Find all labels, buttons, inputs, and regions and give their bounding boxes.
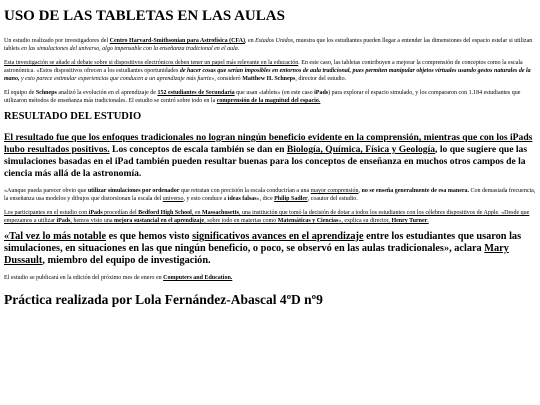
text-run: es que hemos visto <box>106 231 193 242</box>
dussault-link[interactable]: Mary Dussault <box>4 243 509 266</box>
paragraph-intro <box>4 37 536 53</box>
text-run: de hacer cosas que serían imposibles en entornos de aula tradicional, pues permiten manipular objetos virtuales usando gestos naturales de la mano, <box>4 68 531 82</box>
text-run-underlined: Esta investigación se añade al debate sobre si dispositivos electrónicos deben tener un papel más relevante en la educación <box>4 60 299 66</box>
text-run: consideró <box>215 76 243 82</box>
paragraph-publication <box>4 274 536 282</box>
cfa-link[interactable]: Centro Harvard-Smithsonian para Astrofísica (CFA) <box>109 38 245 44</box>
text-run: , lo que sugiere que las simulaciones basadas en el iPad también pueden resultar buenas para los conceptos de enseñanza en muchos otros campos de la ciencia más allá de la astronomía. <box>4 144 528 179</box>
text-run: , director del estudio. <box>295 76 347 82</box>
text-run: , en <box>244 38 256 44</box>
text-run: , coautor del estudio. <box>307 196 358 202</box>
text-run: , en <box>191 210 203 216</box>
text-run: , hemos visto una <box>70 218 114 224</box>
text-run: que usan «tablets» (en este caso <box>234 90 315 96</box>
journal-link[interactable]: Computers and Education. <box>163 275 233 281</box>
text-run: , <box>358 188 362 194</box>
text-run: . En este caso, las tabletas contribuyen a mejorar la comprensión de conceptos como la escala astronómica. «Estos dispositivos ofrecen a los estudiantes oportunidades <box>4 60 523 74</box>
text-run: El estudio se publicará en la edición del próximo mes de enero en <box>4 275 164 281</box>
comprehension-link[interactable]: mayor comprensión <box>310 188 359 194</box>
text-run: , y esto conduce a <box>183 196 228 202</box>
sadler-link[interactable]: Philip Sadler <box>274 196 308 202</box>
person-name: Henry Turner <box>391 218 428 224</box>
text-run: Con demasiada frecuencia, la enseñanza usa modelos y dibujos que distorsionan la escala del <box>4 188 536 202</box>
text-run: entre los estudiantes que usaron las simulaciones, en situaciones en las que ningún beneficio, o poco, se observó en las aulas tradicionales», aclara <box>4 231 522 254</box>
text-run: », dice <box>256 196 275 202</box>
paragraph-quote-sadler <box>4 187 536 203</box>
text-run: , una institución que tomó la decisión de dotar a todos los estudiantes con los célebres dispositivos de <box>239 210 484 216</box>
magnitude-link[interactable]: comprensión de la magnitud del espacio. <box>216 98 321 104</box>
text-run: iPads <box>314 90 329 96</box>
text-run: Un estudio realizado por investigadores del <box>4 38 110 44</box>
text-run: «Aunque pueda parecer obvio que <box>4 188 88 194</box>
person-name: Matthew H. Schneps <box>242 76 296 82</box>
text-run: , sobre todo en materias como <box>204 218 278 224</box>
text-run: procedían del <box>102 210 139 216</box>
text-run: que retratan con precisión la escala conducirían a una <box>179 188 311 194</box>
universe-link[interactable]: universo <box>162 196 184 202</box>
notable-link[interactable]: «Tal vez lo más notable <box>4 231 107 242</box>
text-run: , muestra que los estudiantes pueden llegar a entender las dimensiones del espacio estelar si utilizan tablets <box>4 38 533 52</box>
text-run: iPads <box>56 218 71 224</box>
text-run: Los conceptos de escala también se dan en <box>109 144 287 155</box>
text-run: Apple <box>483 210 499 216</box>
section-heading: RESULTADO DEL ESTUDIO <box>4 111 142 122</box>
sciences-link[interactable]: Biología, Química, Física y Geología <box>286 144 436 155</box>
paragraph-participants <box>4 209 536 225</box>
text-run: mejora sustancial en el aprendizaje <box>114 218 205 224</box>
paragraph-result <box>4 132 536 180</box>
advances-link[interactable]: significativos avances en el aprendizaje <box>192 231 364 242</box>
text-run: ideas falsas <box>227 196 257 202</box>
paragraph-debate <box>4 59 536 83</box>
text-run: . <box>427 218 429 224</box>
footer-credit: Práctica realizada por Lola Fernández-Abascal 4ºD nº9 <box>4 292 323 307</box>
text-run: iPads <box>88 210 103 216</box>
text-run: ) para explorar el espacio simulado, y los compararon con 1.184 estudiantes que utilizaron métodos de enseñanza más tradicionales. El estudio se centró sobre todo en la <box>4 90 521 104</box>
text-run: Massachusetts <box>202 210 240 216</box>
text-run: utilizar simulaciones por ordenador <box>87 188 180 194</box>
text-run: y esto parece estimular experiencias que conducen a un aprendizaje más fuerte», <box>19 76 216 82</box>
page-title: USO DE LAS TABLETAS EN LAS AULAS <box>4 8 285 24</box>
text-run: Bedford High School <box>138 210 192 216</box>
text-run: en las simulaciones del universo, algo impensable con la enseñanza tradicional en el aula. <box>19 46 240 52</box>
students-link[interactable]: 152 estudiantes de Secundaria <box>157 90 235 96</box>
person-name: Schneps <box>35 90 57 96</box>
text-run: El equipo de <box>4 90 36 96</box>
paragraph-quote-dussault <box>4 231 536 267</box>
paragraph-team <box>4 89 536 105</box>
text-run: Estados Unidos <box>255 38 293 44</box>
text-run: analizó la evolución en el aprendizaje de <box>56 90 158 96</box>
text-run: », explica su director, <box>338 218 392 224</box>
text-run: , miembro del equipo de investigación. <box>42 255 211 266</box>
result-link[interactable]: El resultado fue que los enfoques tradicionales no logran ningún beneficio evidente en la comprensión, mientras que con los iPads hubo resultados positivos. <box>4 132 533 155</box>
text-run: no se enseña generalmente de esa manera. <box>361 188 470 194</box>
text-run: Los participantes en el estudio con <box>4 210 89 216</box>
text-run: . «Desde que empezamos a utilizar <box>4 210 530 224</box>
text-run: Matemáticas y Ciencias <box>277 218 339 224</box>
